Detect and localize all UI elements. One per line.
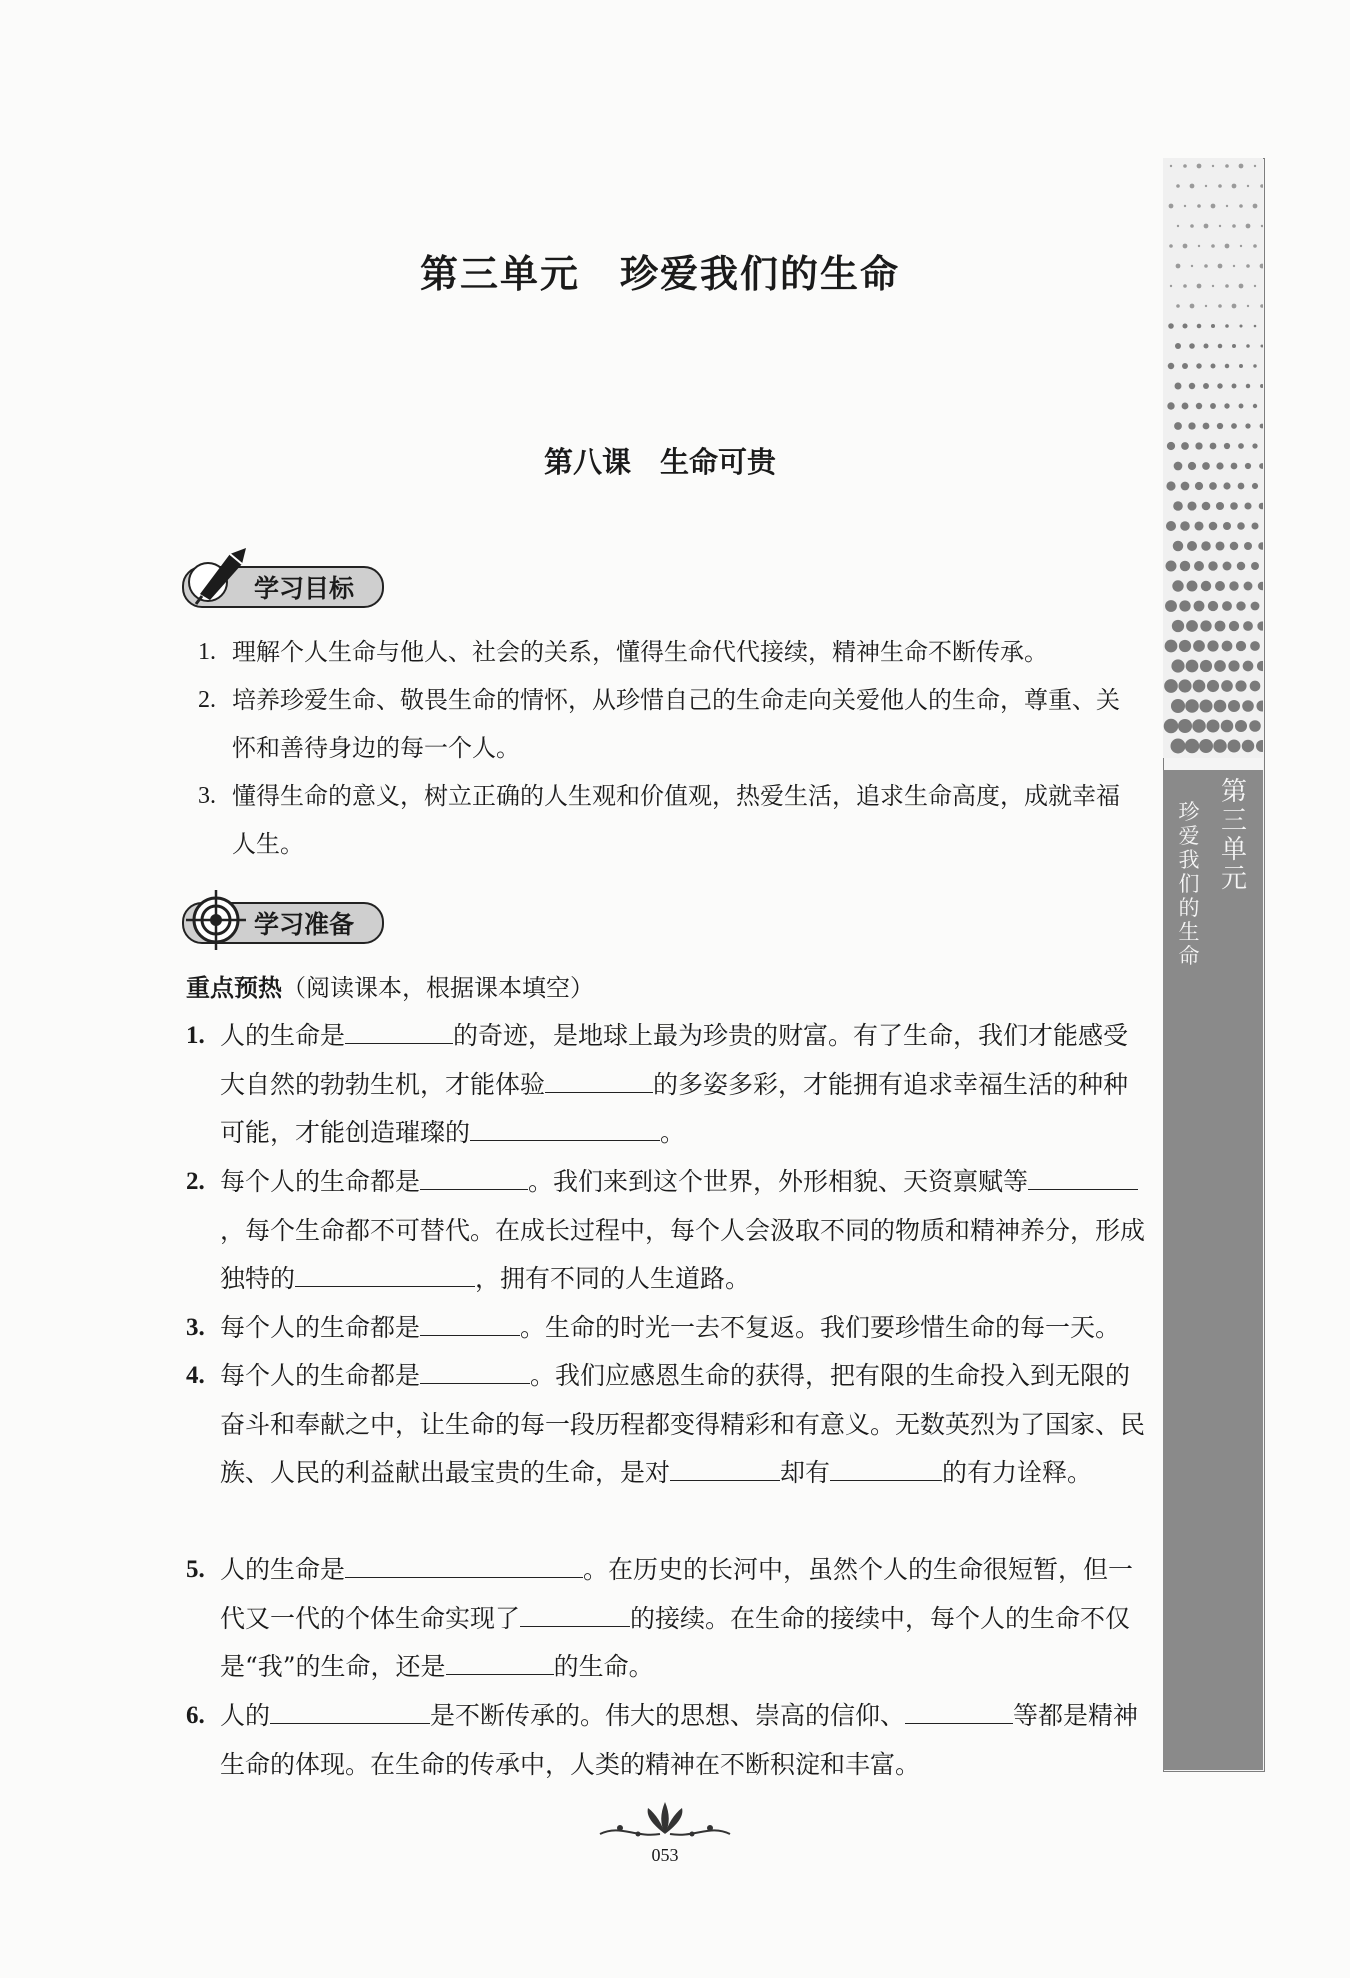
answer-blank[interactable] bbox=[420, 1361, 530, 1384]
answer-blank[interactable] bbox=[670, 1458, 780, 1481]
question-text: 是不断传承的。伟大的思想、崇高的信仰、 bbox=[430, 1701, 906, 1730]
goal-text: 培养珍爱生命、敬畏生命的情怀，从珍惜自己的生命走向关爱他人的生命，尊重、关怀和善待身边的每一个人。 bbox=[232, 686, 1120, 762]
lesson-title: 第八课 生命可贵 bbox=[543, 445, 776, 479]
answer-blank[interactable] bbox=[345, 1021, 453, 1044]
goal-number: 1. bbox=[198, 639, 216, 665]
prep-label: 学习准备 bbox=[254, 910, 355, 939]
question-text: 却有 bbox=[780, 1458, 831, 1487]
question-text: 。生命的时光一去不复返。我们要珍惜生命的每一天。 bbox=[520, 1313, 1121, 1342]
answer-blank[interactable] bbox=[520, 1604, 630, 1627]
answer-blank[interactable] bbox=[545, 1070, 653, 1093]
answer-blank[interactable] bbox=[420, 1167, 528, 1190]
question-number: 4. bbox=[186, 1362, 205, 1389]
target-icon bbox=[184, 888, 248, 952]
prep-heading bbox=[186, 968, 594, 1003]
answer-blank[interactable] bbox=[1028, 1167, 1138, 1190]
question-text: ，每个生命都不可替代。在成长过程中，每个人会汲取不同的物质和精神养分，形成独特的 bbox=[220, 1215, 1146, 1293]
goals-badge bbox=[182, 566, 382, 606]
goal-number: 3. bbox=[198, 783, 216, 809]
goal-number: 2. bbox=[198, 687, 216, 713]
question-number: 5. bbox=[186, 1556, 205, 1583]
question-text: 的奇迹，是地球上最为珍贵的财富。有了生命，我们才能感受大自然的勃勃生机，才能体验 bbox=[220, 1021, 1129, 1099]
question-text: 人的生命是 bbox=[220, 1555, 346, 1584]
question-text: 每个人的生命都是 bbox=[220, 1361, 421, 1390]
question-number: 1. bbox=[186, 1022, 205, 1049]
prep-heading-note: （阅读课本，根据课本填空） bbox=[282, 974, 594, 1002]
question-item bbox=[186, 1352, 1146, 1498]
question-text: 的有力诠释。 bbox=[942, 1458, 1093, 1487]
answer-blank[interactable] bbox=[446, 1652, 554, 1675]
question-text: 的多姿多彩，才能拥有追求幸福生活的种种可能，才能创造璀璨的 bbox=[220, 1069, 1129, 1147]
question-text: 的接续。在生命的接续中，每个人的生命不仅是“我”的生命，还是 bbox=[220, 1603, 1131, 1681]
question-text: 等都是精神生命的体现。在生命的传承中，人类的精神在不断积淀和丰富。 bbox=[220, 1701, 1139, 1779]
side-tab-unit: 第 三 单 元 bbox=[1220, 777, 1247, 894]
pen-icon bbox=[180, 544, 264, 608]
answer-blank[interactable] bbox=[295, 1264, 475, 1287]
answer-blank[interactable] bbox=[905, 1701, 1013, 1724]
question-item bbox=[186, 1012, 1146, 1158]
question-text: 的生命。 bbox=[553, 1652, 654, 1681]
goal-item bbox=[198, 676, 1142, 772]
question-number: 6. bbox=[186, 1702, 205, 1729]
question-text: 每个人的生命都是 bbox=[220, 1313, 421, 1342]
answer-blank[interactable] bbox=[830, 1458, 942, 1481]
question-text: 。 bbox=[660, 1118, 686, 1147]
prep-heading-title: 重点预热 bbox=[186, 974, 282, 1002]
question-text: 人的生命是 bbox=[220, 1021, 346, 1050]
goal-text: 懂得生命的意义，树立正确的人生观和价值观，热爱生活，追求生命高度，成就幸福人生。 bbox=[232, 782, 1120, 858]
question-item bbox=[186, 1692, 1146, 1789]
unit-title: 第三单元 珍爱我们的生命 bbox=[419, 251, 900, 296]
goal-item bbox=[198, 772, 1142, 868]
question-number: 3. bbox=[186, 1314, 205, 1341]
answer-blank[interactable] bbox=[270, 1701, 430, 1724]
question-text: 人的 bbox=[220, 1701, 271, 1730]
question-text: ，拥有不同的人生道路。 bbox=[475, 1264, 751, 1293]
goal-item bbox=[198, 628, 1142, 676]
question-item bbox=[186, 1546, 1146, 1692]
goals-label: 学习目标 bbox=[254, 574, 355, 603]
page-number: 053 bbox=[651, 1845, 679, 1865]
goal-text: 理解个人生命与他人、社会的关系，懂得生命代代接续，精神生命不断传承。 bbox=[232, 638, 1048, 666]
question-item bbox=[186, 1304, 1146, 1353]
floral-ornament bbox=[590, 1794, 740, 1844]
question-text: 每个人的生命都是 bbox=[220, 1167, 421, 1196]
question-item bbox=[186, 1158, 1146, 1304]
question-text: 。在历史的长河中，虽然个人的生命很短暂，但一代又一代的个体生命实现了 bbox=[220, 1555, 1134, 1633]
question-text: 。我们应感恩生命的获得，把有限的生命投入到无限的奋斗和奉献之中，让生命的每一段历程都变得精彩和有意义。无数英烈为了国家、民族、人民的利益献出最宝贵的生命，是对 bbox=[220, 1361, 1146, 1487]
side-tab-subtitle: 珍 爱 我 们 的 生 命 bbox=[1178, 800, 1200, 968]
question-number: 2. bbox=[186, 1168, 205, 1195]
question-text: 。我们来到这个世界，外形相貌、天资禀赋等 bbox=[528, 1167, 1029, 1196]
answer-blank[interactable] bbox=[470, 1118, 660, 1141]
answer-blank[interactable] bbox=[420, 1313, 520, 1336]
prep-badge bbox=[182, 902, 382, 942]
answer-blank[interactable] bbox=[345, 1555, 583, 1578]
